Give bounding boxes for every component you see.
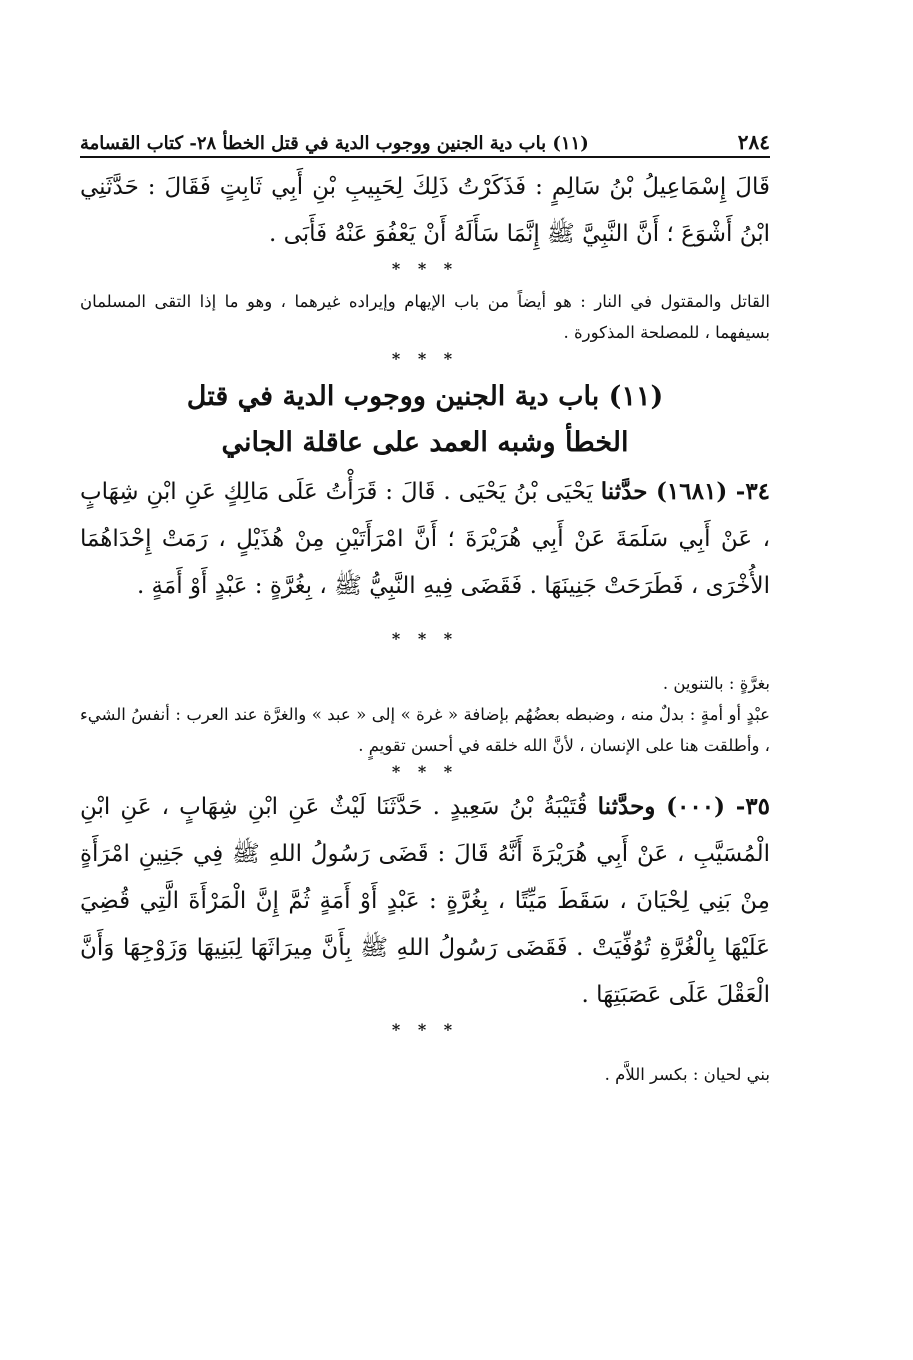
footnote-1: القاتل والمقتول في النار : هو أيضاً من باب الإيهام وإيراده غيرهما ، وهو ما إذا التقى المسلمان بسيفهما ، للمصلحة المذكورة . <box>80 292 770 342</box>
chapter-title-line-1: (١١) باب دية الجنين ووجوب الدية في قتل <box>186 381 664 412</box>
page <box>80 118 770 1298</box>
footnote-2a: بغرَّةٍ : بالتنوين . <box>662 674 770 693</box>
separator-2: * * * <box>391 349 459 368</box>
running-title: (١١) باب دية الجنين ووجوب الدية في قتل الخطأ ٢٨- كتاب القسامة <box>80 133 589 154</box>
separator-3: * * * <box>391 629 459 648</box>
hadith-35-text: قُتَيْبَةُ بْنُ سَعِيدٍ . حَدَّثَنَا لَيْثٌ عَنِ ابْنِ شِهَابٍ ، عَنِ ابْنِ الْمُسَيَّبِ ، عَنْ أَبِي هُرَيْرَةَ أَنَّهُ قَالَ : قَضَى رَسُولُ اللهِ ﷺ فِي جَنِينِ امْرَأَةٍ مِنْ بَنِي لِحْيَانَ ، سَقَطَ مَيِّتًا ، بِغُرَّةٍ : عَبْدٍ أَوْ أَمَةٍ ثُمَّ إِنَّ الْمَرْأَةَ الَّتِي قُضِيَ عَلَيْهَا بِالْغُرَّةِ تُوُفِّيَتْ . فَقَضَى رَسُولُ اللهِ ﷺ بِأَنَّ مِيرَاثَهَا لِبَنِيهَا وَزَوْجِهَا وَأَنَّ الْعَقْلَ عَلَى عَصَبَتِهَا . <box>80 794 770 1008</box>
footnote-2b: عبْدٍ أو أمةٍ : بدلٌ منه ، وضبطه بعضُهُم بإضافة « غرة » إلى « عبد » والغرَّة عند العرب : أنفسُ الشيء ، وأطلقت هنا على الإنسان ، لأنَّ الله خلقه في أحسن تقويمٍ . <box>80 705 770 755</box>
separator-4: * * * <box>391 762 459 781</box>
page-number: ٢٨٤ <box>737 130 770 154</box>
separator-1: * * * <box>391 259 459 278</box>
hadith-35 <box>80 783 770 1019</box>
hadith-35-number: ٣٥- (٠٠٠) وحدَّثنا <box>597 793 770 820</box>
footnote-3: بني لحيان : بكسر اللاَّم . <box>604 1065 770 1084</box>
hadith-continuation: قَالَ إِسْمَاعِيلُ بْنُ سَالِمٍ : فَذَكَرْتُ ذَلِكَ لِحَبِيبِ بْنِ أَبِي ثَابِتٍ فَقَالَ : حَدَّثَنِي ابْنُ أَشْوَعَ ؛ أَنَّ النَّبِيَّ ﷺ إِنَّمَا سَأَلَهُ أَنْ يَعْفُوَ عَنْهُ فَأَبَى . <box>80 174 770 247</box>
chapter-title-line-2: الخطأ وشبه العمد على عاقلة الجاني <box>221 427 629 458</box>
chapter-title <box>80 374 770 466</box>
separator-5: * * * <box>391 1020 459 1039</box>
hadith-34-text: يَحْيَى بْنُ يَحْيَى . قَالَ : قَرَأْتُ عَلَى مَالِكٍ عَنِ ابْنِ شِهَابٍ ، عَنْ أَبِي سَلَمَةَ عَنْ أَبِي هُرَيْرَةَ ؛ أَنَّ امْرَأَتَيْنِ مِنْ هُذَيْلٍ ، رَمَتْ إِحْدَاهُمَا الأُخْرَى ، فَطَرَحَتْ جَنِينَهَا . فَقَضَى فِيهِ النَّبِيُّ ﷺ ، بِغُرَّةٍ : عَبْدٍ أَوْ أَمَةٍ . <box>80 479 770 599</box>
hadith-34 <box>80 468 770 610</box>
running-header <box>80 118 770 158</box>
hadith-34-number: ٣٤- (١٦٨١) حدَّثنا <box>600 478 771 505</box>
